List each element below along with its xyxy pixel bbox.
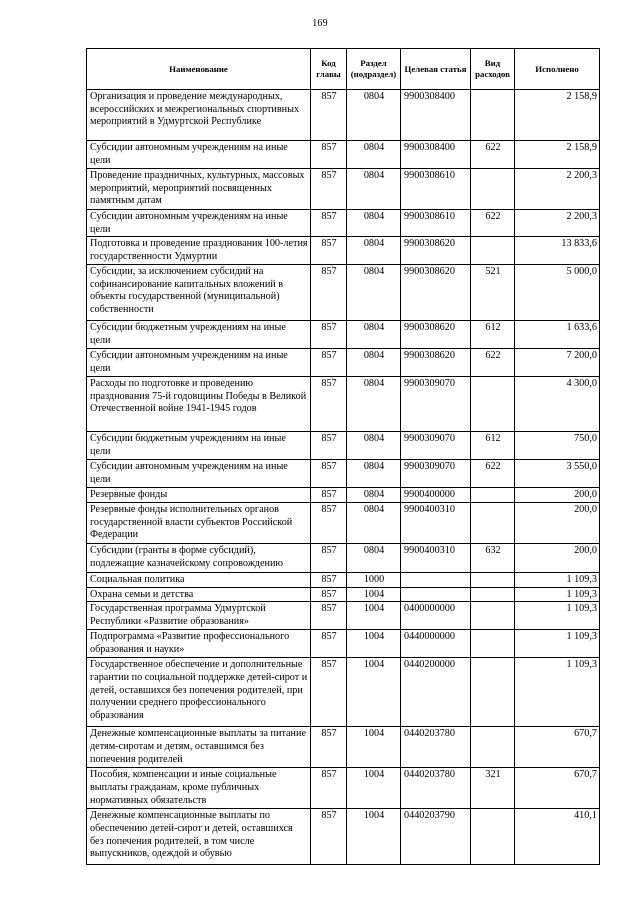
cell-name: Субсидии бюджетным учреждениям на иные цели [87,432,311,460]
header-section: Раздел (подраздел) [347,49,401,90]
cell-kind [471,658,515,727]
cell-section: 0804 [347,169,401,210]
cell-target: 0400000000 [401,602,471,630]
cell-target: 0440000000 [401,630,471,658]
cell-section: 0804 [347,321,401,349]
cell-section: 1004 [347,658,401,727]
table-row [87,544,600,573]
cell-sum: 410,1 [515,809,600,865]
cell-target: 9900308400 [401,90,471,141]
cell-section: 0804 [347,349,401,377]
cell-target: 9900308400 [401,141,471,169]
table-row [87,460,600,488]
cell-code: 857 [311,460,347,488]
cell-kind [471,237,515,265]
cell-target: 9900400000 [401,488,471,503]
cell-code: 857 [311,237,347,265]
table-row [87,573,600,588]
cell-target: 0440203780 [401,768,471,809]
cell-sum: 1 633,6 [515,321,600,349]
cell-sum: 200,0 [515,544,600,573]
cell-section: 0804 [347,488,401,503]
cell-section: 1004 [347,809,401,865]
table-body [87,90,600,865]
cell-sum: 1 109,3 [515,658,600,727]
cell-kind: 612 [471,321,515,349]
cell-name: Расходы по подготовке и проведению празднования 75-й годовщины Победы в Великой Отечественной войне 1941-1945 годов [87,377,311,432]
cell-code: 857 [311,573,347,588]
cell-sum: 2 200,3 [515,169,600,210]
header-code: Код главы [311,49,347,90]
cell-sum: 7 200,0 [515,349,600,377]
cell-section: 1004 [347,727,401,768]
cell-section: 1004 [347,630,401,658]
budget-table [86,48,600,865]
cell-code: 857 [311,503,347,544]
cell-name: Подготовка и проведение празднования 100-летия государственности Удмуртии [87,237,311,265]
cell-target [401,587,471,602]
cell-sum: 13 833,6 [515,237,600,265]
cell-target: 0440203780 [401,727,471,768]
cell-name: Субсидии бюджетным учреждениям на иные цели [87,321,311,349]
table-row [87,237,600,265]
cell-name: Резервные фонды [87,488,311,503]
cell-name: Субсидии автономным учреждениям на иные цели [87,460,311,488]
cell-sum: 750,0 [515,432,600,460]
table-row [87,727,600,768]
cell-target: 9900400310 [401,544,471,573]
cell-target: 9900308610 [401,210,471,237]
cell-section: 0804 [347,460,401,488]
cell-sum: 1 109,3 [515,630,600,658]
cell-name: Субсидии автономным учреждениям на иные цели [87,210,311,237]
cell-kind: 622 [471,141,515,169]
cell-kind [471,488,515,503]
table-row [87,349,600,377]
cell-target: 9900400310 [401,503,471,544]
cell-name: Пособия, компенсации и иные социальные выплаты гражданам, кроме публичных нормативных обязательств [87,768,311,809]
cell-code: 857 [311,727,347,768]
cell-kind [471,630,515,658]
cell-name: Государственное обеспечение и дополнительные гарантии по социальной поддержке детей-сирот и детей, оставшихся без попечения родителей, при получении среднего профессионального образования [87,658,311,727]
cell-section: 1004 [347,768,401,809]
cell-code: 857 [311,432,347,460]
cell-target: 9900309070 [401,377,471,432]
cell-code: 857 [311,377,347,432]
cell-code: 857 [311,602,347,630]
header-sum: Исполнено [515,49,600,90]
cell-sum: 670,7 [515,727,600,768]
cell-code: 857 [311,321,347,349]
header-name: Наименование [87,49,311,90]
cell-target: 9900308620 [401,349,471,377]
cell-code: 857 [311,169,347,210]
cell-name: Охрана семьи и детства [87,587,311,602]
cell-kind: 632 [471,544,515,573]
cell-code: 857 [311,141,347,169]
cell-code: 857 [311,630,347,658]
cell-name: Субсидии, за исключением субсидий на софинансирование капитальных вложений в объекты государственной (муниципальной) собственности [87,265,311,321]
cell-target: 9900309070 [401,432,471,460]
cell-section: 1004 [347,587,401,602]
table-row [87,587,600,602]
cell-code: 857 [311,90,347,141]
cell-code: 857 [311,488,347,503]
cell-kind [471,573,515,588]
cell-section: 1004 [347,602,401,630]
cell-kind [471,602,515,630]
cell-sum: 2 158,9 [515,141,600,169]
cell-target: 9900308620 [401,321,471,349]
cell-name: Денежные компенсационные выплаты за питание детям-сиротам и детям, оставшимся без попечения родителей [87,727,311,768]
cell-section: 0804 [347,210,401,237]
cell-name: Государственная программа Удмуртской Республики «Развитие образования» [87,602,311,630]
cell-section: 0804 [347,503,401,544]
cell-sum: 1 109,3 [515,587,600,602]
table-row [87,809,600,865]
cell-target: 9900308620 [401,237,471,265]
cell-target: 0440203790 [401,809,471,865]
cell-sum: 4 300,0 [515,377,600,432]
table-row [87,658,600,727]
cell-section: 0804 [347,544,401,573]
cell-kind: 622 [471,349,515,377]
cell-section: 0804 [347,432,401,460]
cell-name: Субсидии (гранты в форме субсидий), подлежащие казначейскому сопровождению [87,544,311,573]
table-row [87,169,600,210]
cell-kind [471,587,515,602]
table-row [87,321,600,349]
cell-section: 1000 [347,573,401,588]
cell-code: 857 [311,809,347,865]
cell-section: 0804 [347,377,401,432]
table-row [87,265,600,321]
cell-target: 9900308620 [401,265,471,321]
cell-kind [471,169,515,210]
cell-target: 0440200000 [401,658,471,727]
cell-sum: 200,0 [515,488,600,503]
cell-sum: 2 158,9 [515,90,600,141]
cell-name: Социальная политика [87,573,311,588]
cell-section: 0804 [347,237,401,265]
cell-code: 857 [311,210,347,237]
cell-code: 857 [311,349,347,377]
cell-name: Денежные компенсационные выплаты по обеспечению детей-сирот и детей, оставшихся без попечения родителей, в том числе выпускников, одеждой и обувью [87,809,311,865]
cell-sum: 3 550,0 [515,460,600,488]
cell-kind [471,90,515,141]
cell-name: Резервные фонды исполнительных органов государственной власти субъектов Российской Федерации [87,503,311,544]
table-row [87,210,600,237]
cell-kind: 622 [471,210,515,237]
cell-target: 9900309070 [401,460,471,488]
cell-section: 0804 [347,265,401,321]
cell-code: 857 [311,265,347,321]
cell-kind: 612 [471,432,515,460]
cell-section: 0804 [347,90,401,141]
cell-target: 9900308610 [401,169,471,210]
cell-name: Субсидии автономным учреждениям на иные цели [87,141,311,169]
cell-target [401,573,471,588]
cell-name: Организация и проведение международных, всероссийских и межрегиональных спортивных мероприятий в Удмуртской Республике [87,90,311,141]
cell-kind [471,809,515,865]
page-number: 169 [312,18,328,29]
table-row [87,90,600,141]
cell-sum: 200,0 [515,503,600,544]
table-row [87,432,600,460]
cell-sum: 670,7 [515,768,600,809]
cell-kind: 521 [471,265,515,321]
table-row [87,602,600,630]
table-row [87,768,600,809]
cell-sum: 1 109,3 [515,602,600,630]
cell-sum: 5 000,0 [515,265,600,321]
table-row [87,377,600,432]
cell-name: Проведение праздничных, культурных, массовых мероприятий, мероприятий посвященных памятным датам [87,169,311,210]
header-kind: Вид расходов [471,49,515,90]
cell-sum: 2 200,3 [515,210,600,237]
cell-name: Подпрограмма «Развитие профессионального образования и науки» [87,630,311,658]
cell-name: Субсидии автономным учреждениям на иные цели [87,349,311,377]
header-target: Целевая статья [401,49,471,90]
table-row [87,630,600,658]
table-row [87,141,600,169]
cell-code: 857 [311,768,347,809]
cell-kind [471,503,515,544]
cell-kind: 622 [471,460,515,488]
header-row [87,49,600,90]
cell-code: 857 [311,587,347,602]
table-header [87,49,600,90]
cell-kind: 321 [471,768,515,809]
cell-code: 857 [311,658,347,727]
table-row [87,503,600,544]
cell-kind [471,727,515,768]
cell-section: 0804 [347,141,401,169]
cell-kind [471,377,515,432]
cell-code: 857 [311,544,347,573]
table-row [87,488,600,503]
cell-sum: 1 109,3 [515,573,600,588]
